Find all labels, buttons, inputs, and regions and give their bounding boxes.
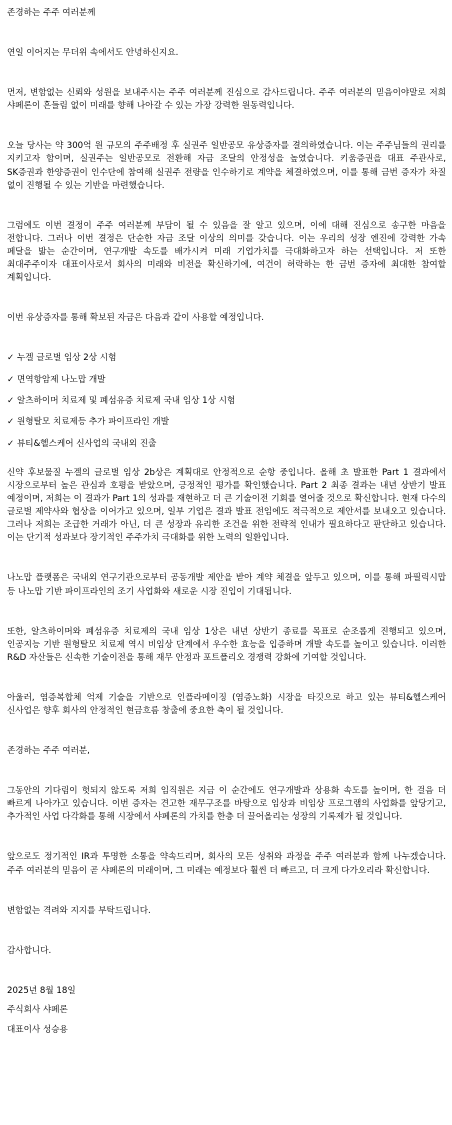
paragraph-request-support: 변함없는 격려와 지지를 부탁드립니다. [7, 905, 151, 916]
list-item [7, 374, 446, 387]
paragraph-communication: 앞으로도 정기적인 IR과 투명한 소통을 약속드리며, 회사의 모든 성취와 과정을 주주 여러분과 함께 나누겠습니다. 주주 여러분의 믿음이 곧 샤페론의 미래이며, 그 미래는 예정보다 훨씬 더 빠르고, 더 크게 다가오리라 확신합니다. [7, 852, 446, 876]
paragraph-thank-you: 감사합니다. [7, 945, 52, 956]
signature-block [7, 985, 446, 1037]
list-item [7, 438, 446, 451]
check-icon: ✓ [7, 396, 15, 407]
check-icon: ✓ [7, 438, 15, 449]
check-icon: ✓ [7, 417, 15, 428]
closing-salutation: 존경하는 주주 여러분, [7, 746, 90, 757]
paragraph-thanks: 먼저, 변함없는 신뢰와 성원을 보내주시는 주주 여러분께 진심으로 감사드립니다. 주주 여러분의 믿음이야말로 저희 샤페론이 흔들림 없이 미래를 향해 나아갈 수 있는 가장 강력한 원동력입니다. [7, 88, 446, 112]
letter-date: 2025년 8월 18일 [7, 985, 76, 996]
paragraph-alzheimer-fibrosis: 또한, 알츠하이머와 폐섬유증 치료제의 국내 임상 1상은 내년 상반기 종료를 목표로 순조롭게 진행되고 있으며, 인공지능 기반 원형탈모 치료제 역시 비임상 단계에서 우수한 효능을 입증하며 개발 속도를 높이고 있습니다. 이러한 R&D 자산들은 신속한 기술이전을 통해 재무 안정과 포트폴리오 경쟁력 강화에 기여할 것입니다. [7, 626, 446, 663]
paragraph-apology-vision: 그럼에도 이번 결정이 주주 여러분께 부담이 될 수 있음을 잘 알고 있으며, 이에 대해 진심으로 송구한 마음을 전합니다. 그러나 이번 결정은 단순한 자금 조달 이상의 의미를 갖습니다. 이는 우리의 성장 엔진에 강력한 가속 페달을 밟는 순간이며, 연구개발 속도를 배가시켜 미래 기업가치를 극대화하고자 하는 선택입니다. 저 또한 최대주주이자 대표이사로서 회사의 미래와 비전을 확신하기에, 여건이 허락하는 한 금번 증자에 최대한 참여할 계획입니다. [7, 220, 446, 284]
paragraph-use-intro: 이번 유상증자를 통해 확보된 자금은 다음과 같이 사용할 예정입니다. [7, 313, 265, 324]
list-item [7, 395, 446, 408]
paragraph-commitment: 그동안의 기다림이 헛되지 않도록 저희 임직원은 지금 이 순간에도 연구개발과 상용화 속도를 높이며, 한 걸음 더 빠르게 나아가고 있습니다. 이번 증자는 견고한 재무구조를 바탕으로 임상과 비임상 프로그램의 사업화를 앞당기고, 추가적인 사업 다각화를 통해 시장에서 샤페론의 가치를 한층 더 끌어올리는 성장의 기록제가 될 것입니다. [7, 786, 446, 823]
list-item-label: 면역항암제 나노맙 개발 [17, 374, 106, 385]
check-icon: ✓ [7, 374, 15, 385]
paragraph-nugel-trial: 신약 후보물질 누겔의 글로벌 임상 2b상은 계획대로 안정적으로 순항 중입니다. 올해 초 발표한 Part 1 결과에서 시장으로부터 높은 관심과 호평을 받았으며, 긍정적인 평가를 확인했습니다. Part 2 최종 결과는 내년 상반기 발표 예정이며, 저희는 이 결과가 Part 1의 성과를 재현하고 더 큰 기술이전 기회를 열어줄 것으로 확신합니다. 현재 다수의 글로벌 제약사와 협상을 이어가고 있으며, 일부 기업은 결과 발표 전임에도 적극적으로 제안서를 보내오고 있습니다. 그러나 저희는 조급한 거래가 아닌, 더 큰 성장과 유리한 조건을 위한 전략적 인내가 필요하다고 판단하고 있습니다. 이는 단기적 성과보다 장기적인 주주가치 극대화를 위한 노력의 일환입니다. [7, 467, 446, 544]
use-of-funds-list [7, 352, 446, 451]
list-item-label: 알츠하이머 치료제 및 폐섬유증 치료제 국내 임상 1상 시험 [17, 396, 236, 407]
list-item-label: 뷰티&헬스케어 신사업의 국내외 진출 [17, 438, 157, 449]
company-name: 주식회사 샤페론 [7, 1005, 68, 1016]
list-item [7, 352, 446, 365]
paragraph-beauty-healthcare: 아울러, 염증복합체 억제 기술을 기반으로 인플라메이징 (염증노화) 시장을 타깃으로 하고 있는 뷰티&헬스케어 신사업은 향후 회사의 안정적인 현금흐름 창출에 중요한 축이 될 것입니다. [7, 692, 446, 716]
greeting: 연일 이어지는 무더위 속에서도 안녕하신지요. [7, 48, 179, 59]
check-icon: ✓ [7, 353, 15, 364]
paragraph-nanomab: 나노맙 플랫폼은 국내외 연구기관으로부터 공동개발 제안을 받아 계약 체결을 앞두고 있으며, 이를 통해 파필릭시맙 등 나노맙 기반 파이프라인의 조기 사업화와 새로운 시장 진입이 기대됩니다. [7, 573, 446, 597]
list-item-label: 원형탈모 치료제등 추가 파이프라인 개발 [17, 417, 170, 428]
list-item-label: 누겔 글로벌 임상 2상 시험 [17, 353, 117, 364]
paragraph-rights-offering: 오늘 당사는 약 300억 원 규모의 주주배정 후 실권주 일반공모 유상증자를 결의하였습니다. 이는 주주님들의 권리를 지키고자 함이며, 실권주는 일반공모로 전환해 자금 조달의 안정성을 높였습니다. 키움증권을 대표 주관사로, SK증권과 한양증권이 인수단에 참여해 실권주 전량을 인수하기로 계약을 체결하였으며, 이를 통해 금번 증자가 차질 없이 진행될 수 있는 기반을 마련했습니다. [7, 141, 446, 191]
signer-name: 대표이사 성승용 [7, 1024, 68, 1035]
salutation: 존경하는 주주 여러분께 [7, 8, 96, 18]
list-item [7, 416, 446, 429]
